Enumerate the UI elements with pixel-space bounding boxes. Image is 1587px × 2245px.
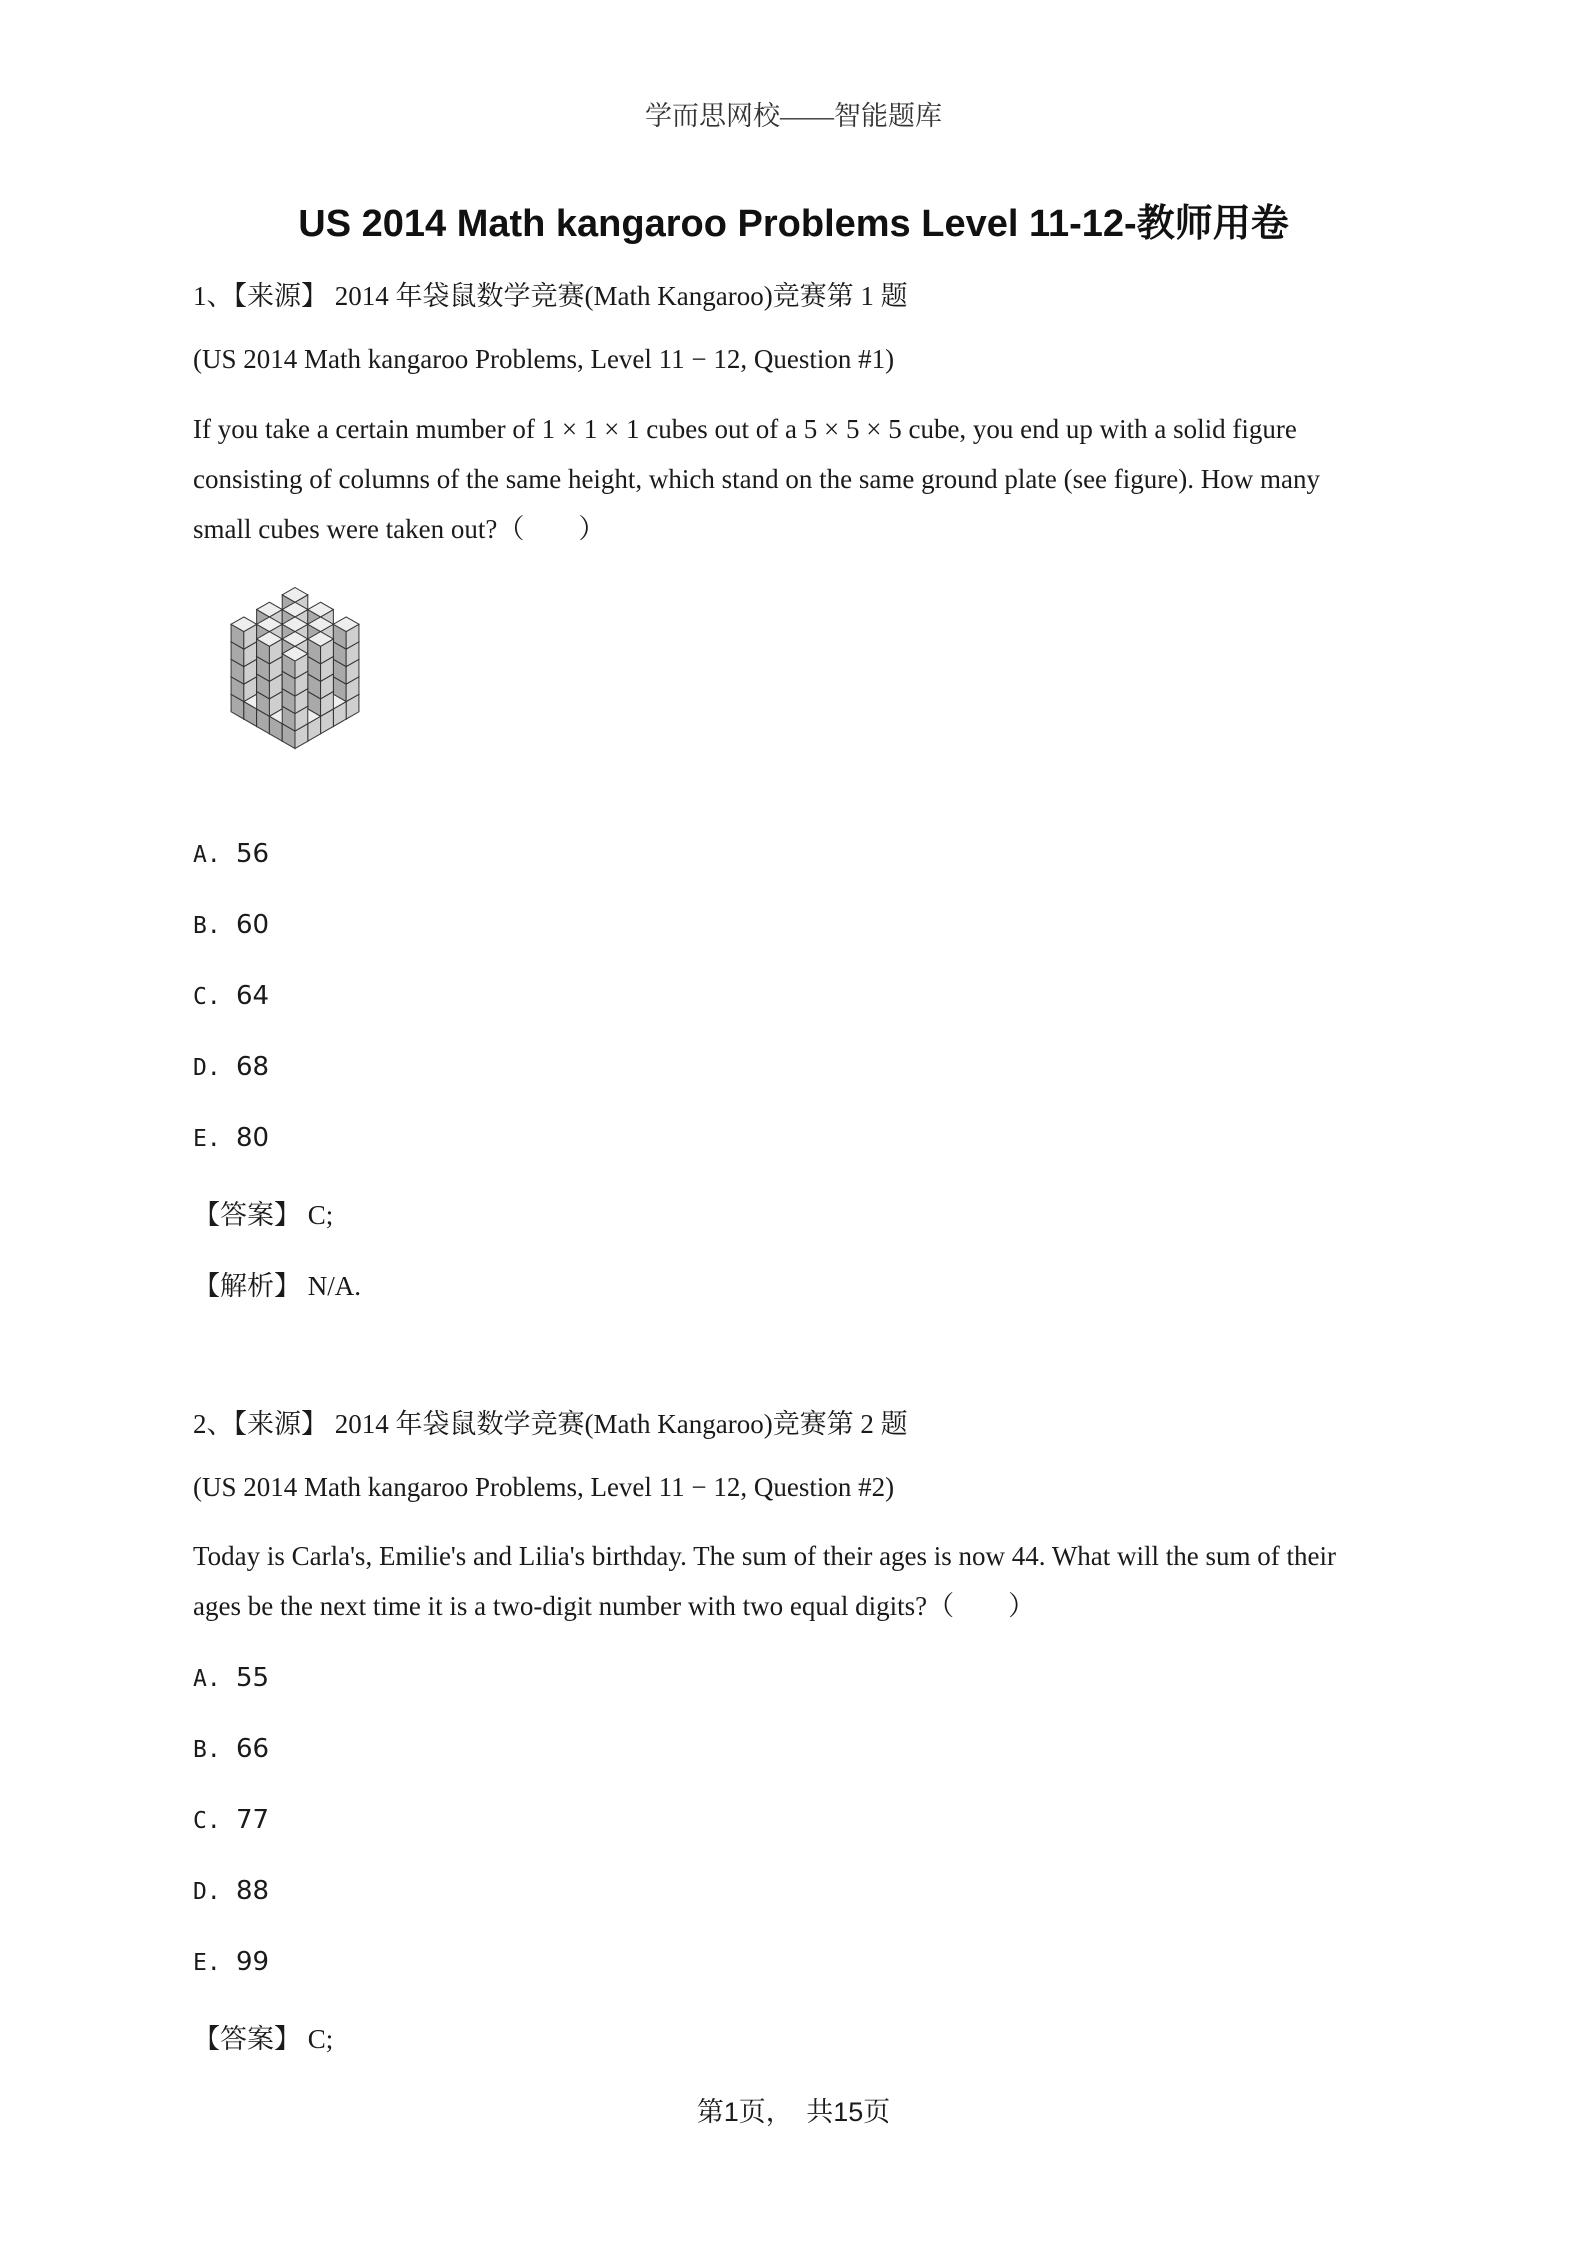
option-letter: D.: [193, 1055, 221, 1081]
option-letter: E.: [193, 1126, 221, 1152]
q2-option-d[interactable]: [193, 1875, 269, 1906]
q1-option-c[interactable]: [193, 980, 269, 1011]
option-letter: A.: [193, 842, 221, 868]
option-letter: D.: [193, 1879, 221, 1905]
option-value: 60: [236, 910, 270, 940]
q1-source-line: 1、【来源】 2014 年袋鼠数学竞赛(Math Kangaroo)竞赛第 1 题: [193, 281, 908, 311]
option-letter: C.: [193, 984, 221, 1010]
footer-prefix: 第: [696, 2097, 724, 2127]
q1-text-line-3: small cubes were taken out?（ ）: [193, 514, 606, 544]
cube-columns-figure-icon: [190, 580, 405, 805]
option-value: 55: [236, 1663, 270, 1693]
q1-text-line-2: consisting of columns of the same height, which stand on the same ground plate (see figure). How many: [193, 464, 1320, 494]
q1-option-a[interactable]: [193, 838, 269, 869]
q2-reference-line: (US 2014 Math kangaroo Problems, Level 11 − 12, Question #2): [193, 1472, 895, 1502]
option-value: 56: [236, 839, 270, 869]
option-value: 77: [236, 1805, 270, 1835]
option-letter: E.: [193, 1950, 221, 1976]
page-header: 学而思网校——智能题库: [645, 101, 942, 131]
q1-option-d[interactable]: [193, 1051, 269, 1082]
option-value: 88: [236, 1876, 270, 1906]
q1-option-b[interactable]: [193, 909, 269, 940]
document-title: US 2014 Math kangaroo Problems Level 11-12-教师用卷: [298, 203, 1289, 245]
q2-source-line: 2、【来源】 2014 年袋鼠数学竞赛(Math Kangaroo)竞赛第 2 题: [193, 1409, 908, 1439]
option-letter: B.: [193, 913, 221, 939]
q2-option-c[interactable]: [193, 1804, 269, 1835]
q1-text-line-1: If you take a certain mumber of 1 × 1 × 1 cubes out of a 5 × 5 × 5 cube, you end up with a solid figure: [193, 414, 1297, 444]
q2-text-line-2: ages be the next time it is a two-digit number with two equal digits?（ ）: [193, 1591, 1036, 1621]
q1-reference-line: (US 2014 Math kangaroo Problems, Level 11 − 12, Question #1): [193, 344, 895, 374]
option-value: 80: [236, 1123, 270, 1153]
q2-option-e[interactable]: [193, 1946, 269, 1977]
option-letter: C.: [193, 1808, 221, 1834]
page-footer: [0, 2090, 1587, 2129]
footer-total-pages: 15: [833, 2097, 864, 2127]
option-value: 99: [236, 1947, 270, 1977]
q1-analysis: 【解析】 N/A.: [193, 1271, 361, 1301]
q1-option-e[interactable]: [193, 1122, 269, 1153]
option-letter: A.: [193, 1666, 221, 1692]
option-value: 66: [236, 1734, 270, 1764]
q1-question-text: [193, 404, 1403, 554]
q2-option-a[interactable]: [193, 1662, 269, 1693]
option-value: 68: [236, 1052, 270, 1082]
option-value: 64: [236, 981, 270, 1011]
q1-answer: 【答案】 C;: [193, 1200, 334, 1230]
option-letter: B.: [193, 1737, 221, 1763]
footer-suffix: 页: [863, 2097, 891, 2127]
footer-page-number: 1: [723, 2097, 739, 2127]
q2-question-text: [193, 1531, 1403, 1631]
q2-option-b[interactable]: [193, 1733, 269, 1764]
q2-text-line-1: Today is Carla's, Emilie's and Lilia's birthday. The sum of their ages is now 44. What will the sum of their: [193, 1541, 1337, 1571]
q2-answer: 【答案】 C;: [193, 2024, 334, 2054]
footer-mid: 页， 共: [738, 2097, 834, 2127]
